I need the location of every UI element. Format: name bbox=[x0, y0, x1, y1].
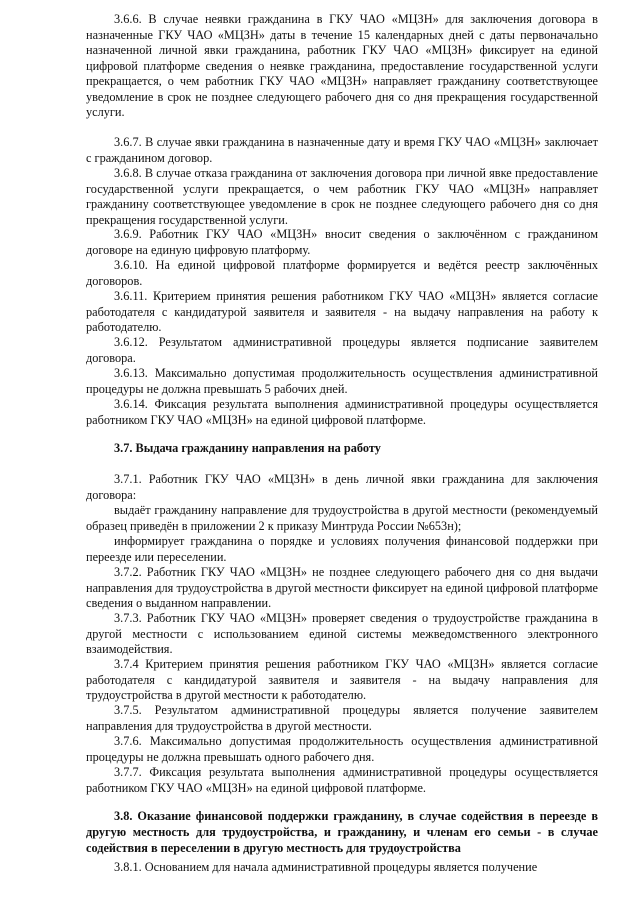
paragraph-3-7-1: 3.7.1. Работник ГКУ ЧАО «МЦЗН» в день личной явки гражданина для заключения договора: bbox=[86, 472, 598, 502]
paragraph-3-8-1: 3.8.1. Основанием для начала административной процедуры является получение bbox=[114, 860, 538, 874]
paragraph-3-6-11: 3.6.11. Критерием принятия решения работником ГКУ ЧАО «МЦЗН» является согласие работодателя с кандидатурой заявителя и заявителя - на выдачу направления на работу к работодателю. bbox=[86, 289, 598, 334]
paragraph-3-6-13: 3.6.13. Максимально допустимая продолжительность осуществления административной процедуры не должна превышать 5 рабочих дней. bbox=[86, 366, 598, 396]
paragraph-3-6-14: 3.6.14. Фиксация результата выполнения административной процедуры осуществляется работником ГКУ ЧАО «МЦЗН» на единой цифровой платформе. bbox=[86, 397, 598, 427]
paragraph-3-7-5: 3.7.5. Результатом административной процедуры является получение заявителем направления для трудоустройства в другой местности. bbox=[86, 703, 598, 733]
section-heading-3-8: 3.8. Оказание финансовой поддержки гражданину, в случае содействия в переезде в другую местность для трудоустройства, и гражданину, и членам его семьи - в случае содействия в переселении в другую местность для трудоустройства bbox=[86, 809, 598, 855]
paragraph-3-6-9: 3.6.9. Работник ГКУ ЧАО «МЦЗН» вносит сведения о заключённом с гражданином договоре на единую цифровую платформу. bbox=[86, 227, 598, 257]
paragraph-3-7-4: 3.7.4 Критерием принятия решения работником ГКУ ЧАО «МЦЗН» является согласие работодателя с кандидатурой заявителя и заявителя - на выдачу направления для трудоустройства в другой местности к работодателю. bbox=[86, 657, 598, 702]
paragraph-3-7-2: 3.7.2. Работник ГКУ ЧАО «МЦЗН» не позднее следующего рабочего дня со дня выдачи направления для трудоустройства в другой местности фиксирует на единой цифровой платформе сведения о выданном направлении. bbox=[86, 565, 598, 610]
paragraph-3-6-8: 3.6.8. В случае отказа гражданина от заключения договора при личной явке предоставление государственной услуги прекращается, о чем работник ГКУ ЧАО «МЦЗН» направляет гражданину соответствующее уведомление в срок не позднее следующего рабочего дня со дня прекращения государственной услуги. bbox=[86, 166, 598, 227]
list-item-issue-referral: выдаёт гражданину направление для трудоустройства в другой местности (рекомендуемый образец приведён в приложении 2 к приказу Минтруда России №653н); bbox=[86, 503, 598, 533]
paragraph-3-6-12: 3.6.12. Результатом административной процедуры является подписание заявителем договора. bbox=[86, 335, 598, 365]
paragraph-3-6-6: 3.6.6. В случае неявки гражданина в ГКУ ЧАО «МЦЗН» для заключения договора в назначенные ГКУ ЧАО «МЦЗН» даты в течение 15 календарных дней с даты первоначально назначенной личной явки гражданина, работник ГКУ ЧАО «МЦЗН» фиксирует на единой цифровой платформе сведения о неявке гражданина, предоставление государственной услуги прекращается, о чем работник ГКУ ЧАО «МЦЗН» направляет гражданину соответствующее уведомление в срок не позднее следующего рабочего дня со дня прекращения государственной услуги. bbox=[86, 12, 598, 119]
paragraph-3-7-3: 3.7.3. Работник ГКУ ЧАО «МЦЗН» проверяет сведения о трудоустройстве гражданина в другой местности с использованием единой системы межведомственного электронного взаимодействия. bbox=[86, 611, 598, 656]
paragraph-3-6-10: 3.6.10. На единой цифровой платформе формируется и ведётся реестр заключённых договоров. bbox=[86, 258, 598, 288]
section-heading-3-7: 3.7. Выдача гражданину направления на работу bbox=[114, 441, 381, 455]
paragraph-3-7-6: 3.7.6. Максимально допустимая продолжительность осуществления административной процедуры не должна превышать одного рабочего дня. bbox=[86, 734, 598, 764]
list-item-inform-support: информирует гражданина о порядке и условиях получения финансовой поддержки при переезде или переселении. bbox=[86, 534, 598, 564]
paragraph-3-7-7: 3.7.7. Фиксация результата выполнения административной процедуры осуществляется работником ГКУ ЧАО «МЦЗН» на единой цифровой платформе. bbox=[86, 765, 598, 795]
paragraph-3-6-7: 3.6.7. В случае явки гражданина в назначенные дату и время ГКУ ЧАО «МЦЗН» заключает с гражданином договор. bbox=[86, 135, 598, 165]
